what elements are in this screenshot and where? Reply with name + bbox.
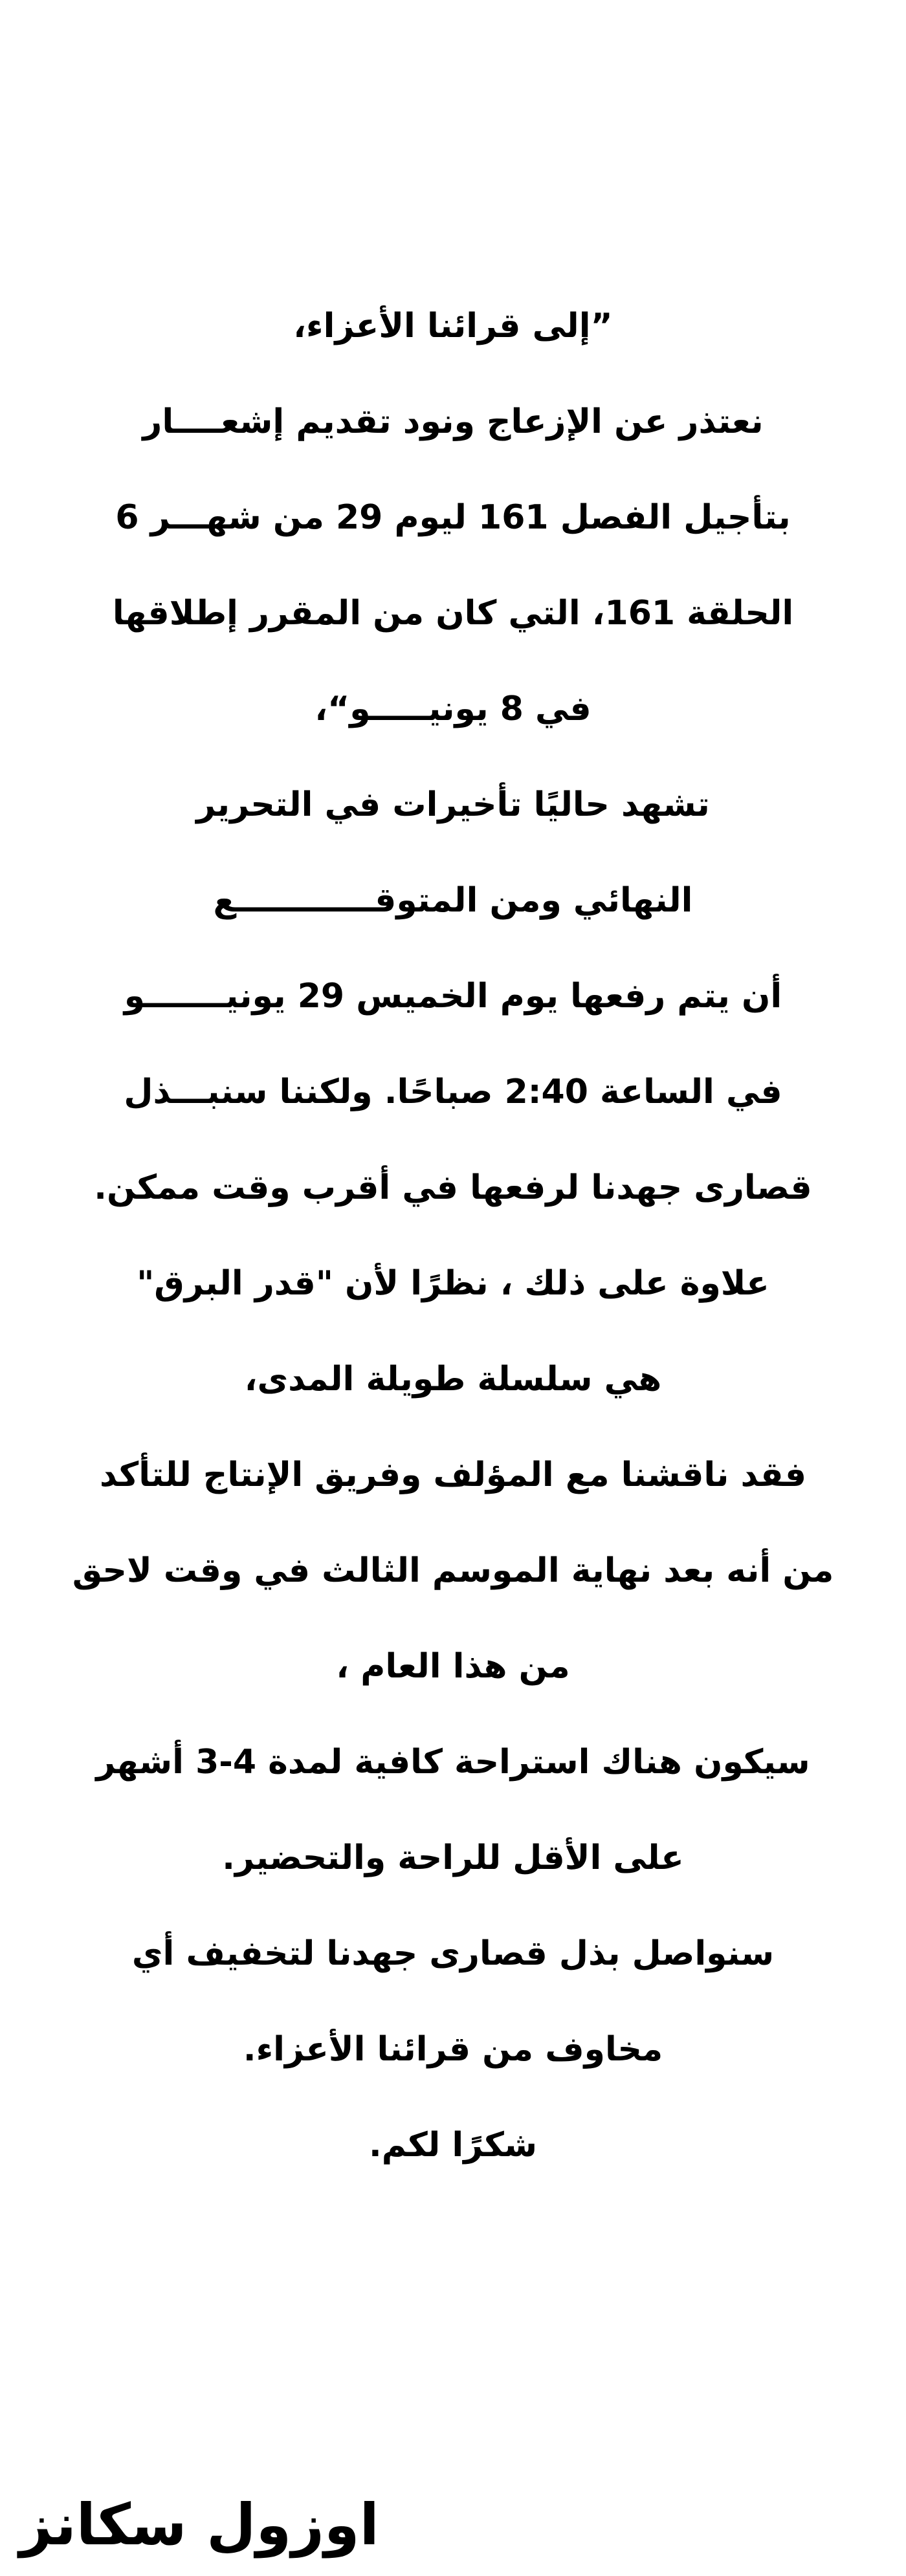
announcement-text <box>0 278 906 2193</box>
notice-line-1: ”إلى قرائنا الأعزاء، <box>293 307 613 345</box>
notice-line-2: نعتذر عن الإزعاج ونود تقديم إشعــــار <box>142 402 764 441</box>
notice-line-9: في الساعة 2:40 صباحًا. ولكننا سنبـــذل <box>124 1073 782 1111</box>
notice-line-19: مخاوف من قرائنا الأعزاء. <box>243 2030 663 2069</box>
notice-line-10: قصارى جهدنا لرفعها في أقرب وقت ممكن. <box>94 1168 812 1207</box>
notice-line-5: في 8 يونيـــــو“، <box>315 690 591 728</box>
notice-line-20: شكرًا لكم. <box>369 2126 537 2165</box>
notice-line-8: أن يتم رفعها يوم الخميس 29 يونيـــــــو <box>124 977 782 1016</box>
notice-line-14: من أنه بعد نهاية الموسم الثالث في وقت لاحق <box>72 1551 834 1590</box>
notice-line-3: بتأجيل الفصل 161 ليوم 29 من شهـــر 6 <box>115 498 791 537</box>
notice-line-17: على الأقل للراحة والتحضير. <box>222 1839 684 1877</box>
notice-line-15: من هذا العام ، <box>336 1647 570 1686</box>
brand-logo: اوزول سكانز <box>19 2491 379 2558</box>
notice-line-4: الحلقة 161، التي كان من المقرر إطلاقها <box>112 594 794 633</box>
notice-line-16: سيكون هناك استراحة كافية لمدة 4-3 أشهر <box>96 1743 810 1782</box>
notice-line-13: فقد ناقشنا مع المؤلف وفريق الإنتاج للتأكد <box>99 1456 807 1494</box>
notice-line-12: هي سلسلة طويلة المدى، <box>244 1360 662 1399</box>
notice-line-7: النهائي ومن المتوقــــــــــــع <box>213 881 693 920</box>
notice-line-6: تشهد حاليًا تأخيرات في التحرير <box>196 785 710 824</box>
notice-line-18: سنواصل بذل قصارى جهدنا لتخفيف أي <box>131 1934 775 1973</box>
notice-line-11: علاوة على ذلك ، نظرًا لأن "قدر البرق" <box>137 1264 769 1303</box>
